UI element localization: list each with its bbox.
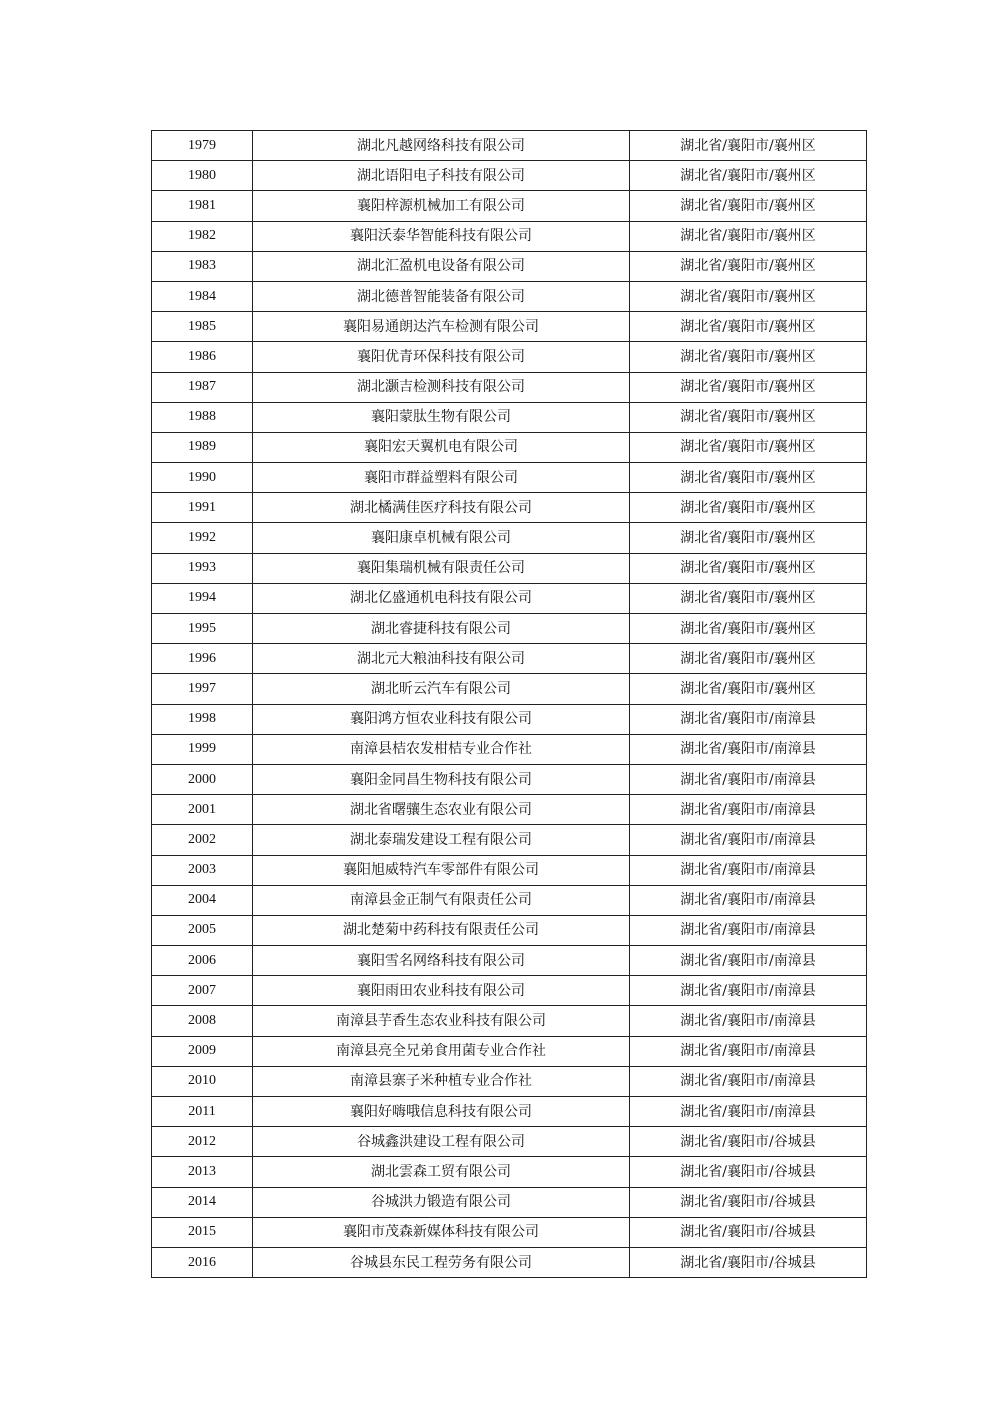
company-name: 襄阳好嗨哦信息科技有限公司: [253, 1097, 630, 1127]
company-name: 襄阳康卓机械有限公司: [253, 523, 630, 553]
company-name: 襄阳市茂森新媒体科技有限公司: [253, 1217, 630, 1247]
table-row: [152, 1066, 867, 1096]
row-number: 1982: [152, 221, 253, 251]
company-region: 湖北省/襄阳市/南漳县: [630, 1097, 867, 1127]
company-region: 湖北省/襄阳市/南漳县: [630, 915, 867, 945]
table-row: [152, 915, 867, 945]
company-region: 湖北省/襄阳市/南漳县: [630, 825, 867, 855]
company-region: 湖北省/襄阳市/南漳县: [630, 946, 867, 976]
row-number: 1981: [152, 191, 253, 221]
table-row: [152, 1247, 867, 1277]
row-number: 2007: [152, 976, 253, 1006]
table-row: [152, 553, 867, 583]
table-row: [152, 795, 867, 825]
company-name: 襄阳雪名网络科技有限公司: [253, 946, 630, 976]
row-number: 2005: [152, 915, 253, 945]
table-row: [152, 463, 867, 493]
company-name: 南漳县桔农发柑桔专业合作社: [253, 734, 630, 764]
company-name: 湖北橘满佳医疗科技有限公司: [253, 493, 630, 523]
row-number: 1984: [152, 281, 253, 311]
company-region: 湖北省/襄阳市/襄州区: [630, 553, 867, 583]
company-name: 襄阳旭威特汽车零部件有限公司: [253, 855, 630, 885]
company-region: 湖北省/襄阳市/南漳县: [630, 795, 867, 825]
company-name: 谷城县东民工程劳务有限公司: [253, 1247, 630, 1277]
table-body: [152, 131, 867, 1278]
company-region: 湖北省/襄阳市/南漳县: [630, 976, 867, 1006]
company-name: 湖北昕云汽车有限公司: [253, 674, 630, 704]
company-name: 湖北德普智能装备有限公司: [253, 281, 630, 311]
company-region: 湖北省/襄阳市/南漳县: [630, 764, 867, 794]
company-name: 襄阳易通朗达汽车检测有限公司: [253, 312, 630, 342]
company-region: 湖北省/襄阳市/襄州区: [630, 251, 867, 281]
company-name: 湖北语阳电子科技有限公司: [253, 161, 630, 191]
company-name: 湖北亿盛通机电科技有限公司: [253, 583, 630, 613]
table-row: [152, 191, 867, 221]
company-region: 湖北省/襄阳市/襄州区: [630, 523, 867, 553]
table-row: [152, 1187, 867, 1217]
company-region: 湖北省/襄阳市/襄州区: [630, 583, 867, 613]
company-region: 湖北省/襄阳市/襄州区: [630, 372, 867, 402]
row-number: 1997: [152, 674, 253, 704]
row-number: 1995: [152, 614, 253, 644]
table-row: [152, 372, 867, 402]
company-name: 襄阳金同昌生物科技有限公司: [253, 764, 630, 794]
row-number: 1996: [152, 644, 253, 674]
table-row: [152, 1127, 867, 1157]
company-name: 湖北汇盈机电设备有限公司: [253, 251, 630, 281]
table-row: [152, 1036, 867, 1066]
table-row: [152, 523, 867, 553]
table-row: [152, 1217, 867, 1247]
company-region: 湖北省/襄阳市/谷城县: [630, 1217, 867, 1247]
company-region: 湖北省/襄阳市/襄州区: [630, 402, 867, 432]
row-number: 2006: [152, 946, 253, 976]
company-region: 湖北省/襄阳市/襄州区: [630, 312, 867, 342]
row-number: 1986: [152, 342, 253, 372]
company-name: 襄阳蒙肽生物有限公司: [253, 402, 630, 432]
company-region: 湖北省/襄阳市/南漳县: [630, 855, 867, 885]
row-number: 1993: [152, 553, 253, 583]
table-row: [152, 946, 867, 976]
company-name: 襄阳集瑞机械有限责任公司: [253, 553, 630, 583]
table-row: [152, 855, 867, 885]
company-region: 湖北省/襄阳市/谷城县: [630, 1157, 867, 1187]
table-row: [152, 281, 867, 311]
table-row: [152, 885, 867, 915]
row-number: 1980: [152, 161, 253, 191]
row-number: 2010: [152, 1066, 253, 1096]
company-name: 湖北凡越网络科技有限公司: [253, 131, 630, 161]
table-row: [152, 221, 867, 251]
row-number: 2009: [152, 1036, 253, 1066]
table-row: [152, 251, 867, 281]
company-region: 湖北省/襄阳市/南漳县: [630, 1036, 867, 1066]
row-number: 2015: [152, 1217, 253, 1247]
row-number: 1979: [152, 131, 253, 161]
row-number: 1983: [152, 251, 253, 281]
company-name: 襄阳鸿方恒农业科技有限公司: [253, 704, 630, 734]
company-name: 襄阳优青环保科技有限公司: [253, 342, 630, 372]
company-name: 南漳县金正制气有限责任公司: [253, 885, 630, 915]
row-number: 2013: [152, 1157, 253, 1187]
table-row: [152, 704, 867, 734]
table-row: [152, 1097, 867, 1127]
row-number: 1991: [152, 493, 253, 523]
table-row: [152, 432, 867, 462]
row-number: 1999: [152, 734, 253, 764]
row-number: 1992: [152, 523, 253, 553]
table-row: [152, 674, 867, 704]
company-region: 湖北省/襄阳市/襄州区: [630, 161, 867, 191]
row-number: 2004: [152, 885, 253, 915]
company-region: 湖北省/襄阳市/襄州区: [630, 644, 867, 674]
company-list-table: [151, 130, 867, 1278]
row-number: 1990: [152, 463, 253, 493]
company-name: 湖北灏吉检测科技有限公司: [253, 372, 630, 402]
table-row: [152, 1157, 867, 1187]
company-name: 襄阳雨田农业科技有限公司: [253, 976, 630, 1006]
company-region: 湖北省/襄阳市/襄州区: [630, 674, 867, 704]
company-region: 湖北省/襄阳市/南漳县: [630, 885, 867, 915]
company-region: 湖北省/襄阳市/南漳县: [630, 704, 867, 734]
company-region: 湖北省/襄阳市/襄州区: [630, 191, 867, 221]
row-number: 2002: [152, 825, 253, 855]
row-number: 1988: [152, 402, 253, 432]
company-region: 湖北省/襄阳市/南漳县: [630, 734, 867, 764]
company-name: 湖北元大粮油科技有限公司: [253, 644, 630, 674]
company-region: 湖北省/襄阳市/谷城县: [630, 1187, 867, 1217]
company-name: 襄阳宏天翼机电有限公司: [253, 432, 630, 462]
company-region: 湖北省/襄阳市/襄州区: [630, 463, 867, 493]
table-row: [152, 1006, 867, 1036]
company-region: 湖北省/襄阳市/襄州区: [630, 614, 867, 644]
company-region: 湖北省/襄阳市/南漳县: [630, 1006, 867, 1036]
company-name: 襄阳梓源机械加工有限公司: [253, 191, 630, 221]
row-number: 1994: [152, 583, 253, 613]
row-number: 1987: [152, 372, 253, 402]
company-name: 湖北楚菊中药科技有限责任公司: [253, 915, 630, 945]
company-region: 湖北省/襄阳市/襄州区: [630, 281, 867, 311]
row-number: 1985: [152, 312, 253, 342]
table-row: [152, 342, 867, 372]
table-row: [152, 825, 867, 855]
table-row: [152, 312, 867, 342]
row-number: 2000: [152, 764, 253, 794]
table-row: [152, 402, 867, 432]
company-name: 谷城洪力锻造有限公司: [253, 1187, 630, 1217]
table-row: [152, 644, 867, 674]
table-row: [152, 614, 867, 644]
company-name: 湖北雲森工贸有限公司: [253, 1157, 630, 1187]
table-row: [152, 734, 867, 764]
company-name: 襄阳沃泰华智能科技有限公司: [253, 221, 630, 251]
company-region: 湖北省/襄阳市/南漳县: [630, 1066, 867, 1096]
company-name: 湖北泰瑞发建设工程有限公司: [253, 825, 630, 855]
company-region: 湖北省/襄阳市/襄州区: [630, 221, 867, 251]
company-name: 南漳县寨子米种植专业合作社: [253, 1066, 630, 1096]
company-region: 湖北省/襄阳市/谷城县: [630, 1127, 867, 1157]
row-number: 1998: [152, 704, 253, 734]
company-name: 襄阳市群益塑料有限公司: [253, 463, 630, 493]
row-number: 1989: [152, 432, 253, 462]
table-row: [152, 493, 867, 523]
company-region: 湖北省/襄阳市/襄州区: [630, 342, 867, 372]
company-name: 湖北睿捷科技有限公司: [253, 614, 630, 644]
company-name: 南漳县芋香生态农业科技有限公司: [253, 1006, 630, 1036]
row-number: 2016: [152, 1247, 253, 1277]
table-row: [152, 161, 867, 191]
company-region: 湖北省/襄阳市/谷城县: [630, 1247, 867, 1277]
company-region: 湖北省/襄阳市/襄州区: [630, 432, 867, 462]
table-row: [152, 583, 867, 613]
company-region: 湖北省/襄阳市/襄州区: [630, 131, 867, 161]
company-name: 湖北省曙骧生态农业有限公司: [253, 795, 630, 825]
company-region: 湖北省/襄阳市/襄州区: [630, 493, 867, 523]
row-number: 2014: [152, 1187, 253, 1217]
row-number: 2008: [152, 1006, 253, 1036]
row-number: 2012: [152, 1127, 253, 1157]
row-number: 2001: [152, 795, 253, 825]
company-name: 南漳县亮全兄弟食用菌专业合作社: [253, 1036, 630, 1066]
row-number: 2011: [152, 1097, 253, 1127]
company-name: 谷城鑫洪建设工程有限公司: [253, 1127, 630, 1157]
table-row: [152, 131, 867, 161]
table-row: [152, 976, 867, 1006]
table-row: [152, 764, 867, 794]
row-number: 2003: [152, 855, 253, 885]
